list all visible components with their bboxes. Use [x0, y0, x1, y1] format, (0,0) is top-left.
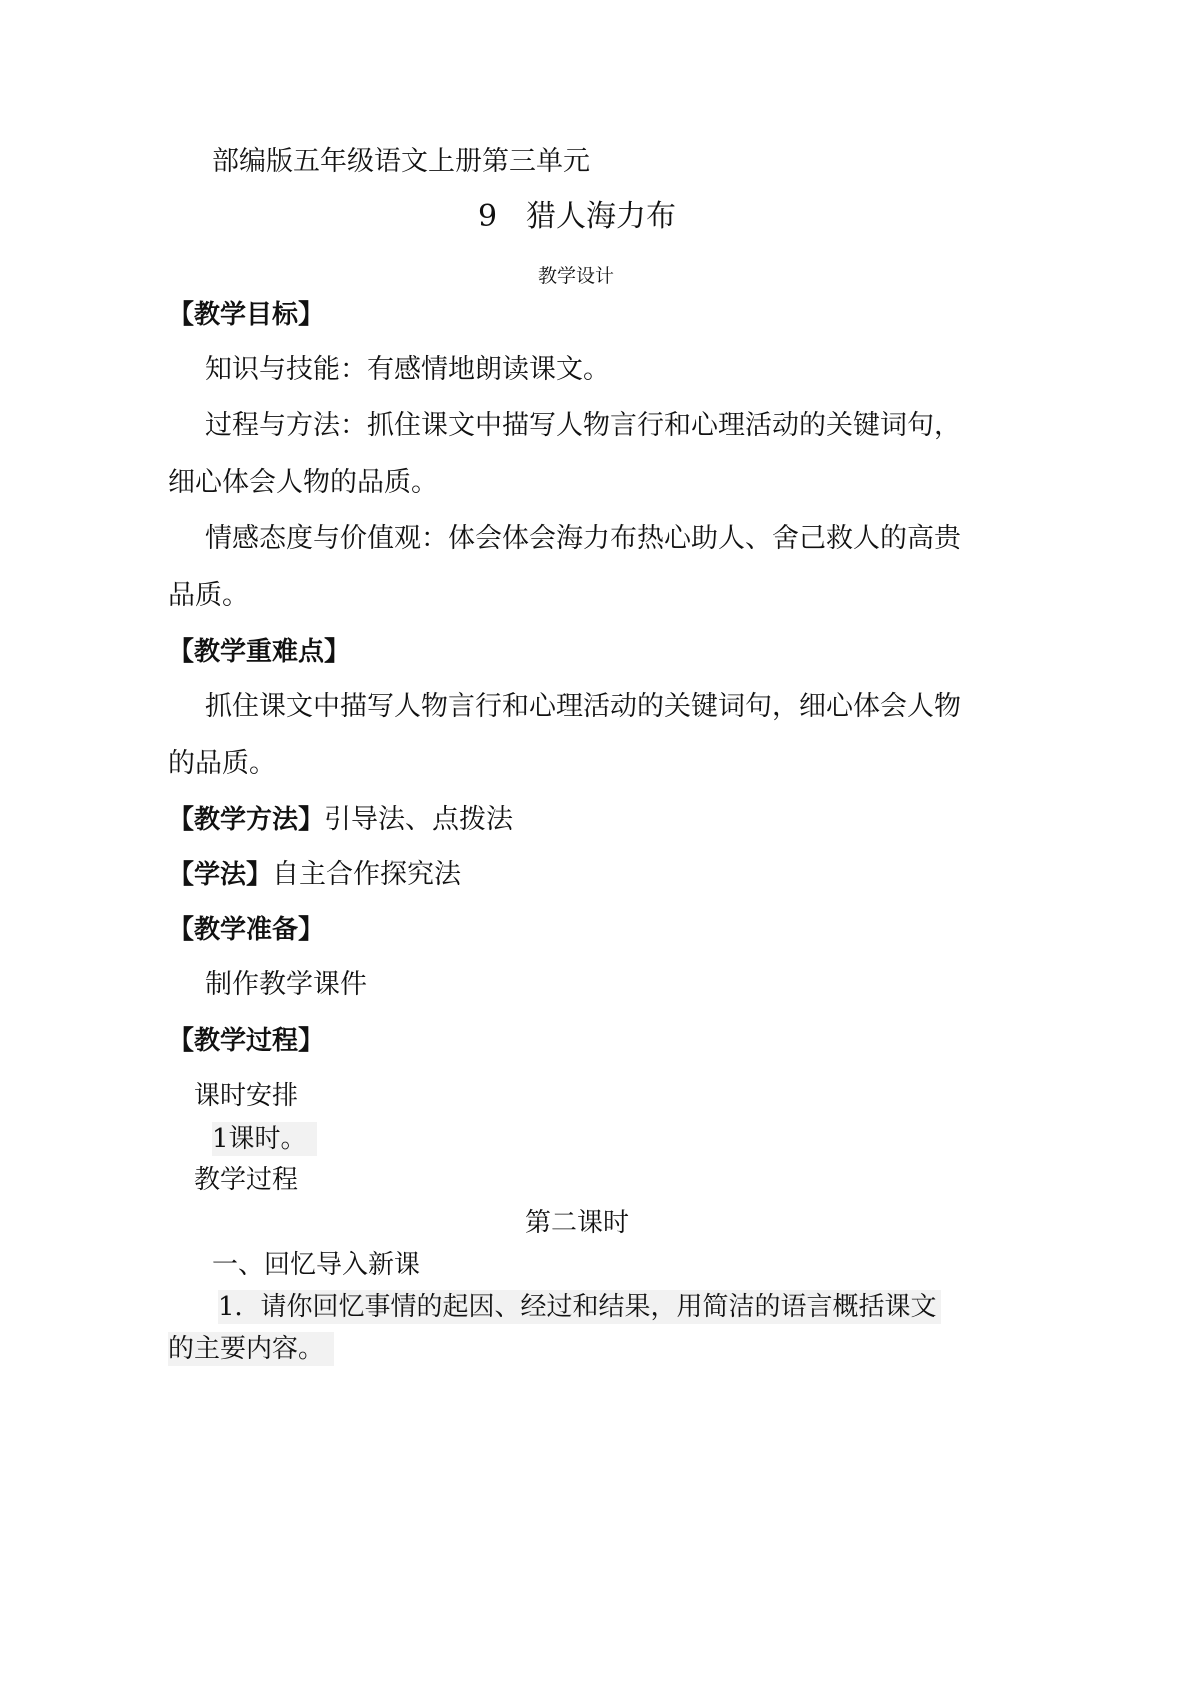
preparation-heading: 【教学准备】	[168, 915, 325, 945]
schedule-label: 课时安排	[194, 1081, 299, 1111]
item1-line1: 1．请你回忆事情的起因、经过和结果，用简洁的语言概括课文	[218, 1290, 941, 1324]
doc-type-label: 教学设计	[538, 265, 615, 287]
item1-line2: 的主要内容。	[168, 1332, 334, 1366]
study-method-line	[168, 858, 461, 892]
schedule-value: 1课时。	[212, 1122, 317, 1156]
study-method-heading: 【学法】	[168, 860, 273, 890]
unit-line: 部编版五年级语文上册第三单元	[212, 146, 590, 177]
process-heading: 【教学过程】	[168, 1026, 325, 1056]
lesson-title: 猎人海力布	[526, 199, 676, 234]
key-points-heading: 【教学重难点】	[168, 637, 351, 667]
methods-line	[168, 803, 513, 837]
objective-process-line2: 细心体会人物的品质。	[168, 467, 438, 498]
session-title: 第二课时	[525, 1208, 630, 1238]
objective-emotion-line2: 品质。	[168, 580, 249, 611]
methods-text: 引导法、点拨法	[324, 804, 514, 835]
objective-process-line1: 过程与方法：抓住课文中描写人物言行和心理活动的关键词句，	[205, 410, 961, 441]
section1-title: 一、回忆导入新课	[212, 1250, 421, 1280]
study-method-text: 自主合作探究法	[272, 859, 462, 890]
key-points-line2: 的品质。	[168, 748, 276, 779]
key-points-line1: 抓住课文中描写人物言行和心理活动的关键词句，细心体会人物	[205, 691, 961, 722]
objective-emotion-line1: 情感态度与价值观：体会体会海力布热心助人、舍己救人的高贵	[205, 523, 961, 554]
objective-knowledge: 知识与技能：有感情地朗读课文。	[205, 354, 610, 385]
process-label: 教学过程	[194, 1165, 299, 1195]
objectives-heading: 【教学目标】	[168, 300, 325, 330]
lesson-number: 9	[478, 199, 498, 234]
preparation-text: 制作教学课件	[205, 969, 367, 1000]
methods-heading: 【教学方法】	[168, 805, 325, 835]
